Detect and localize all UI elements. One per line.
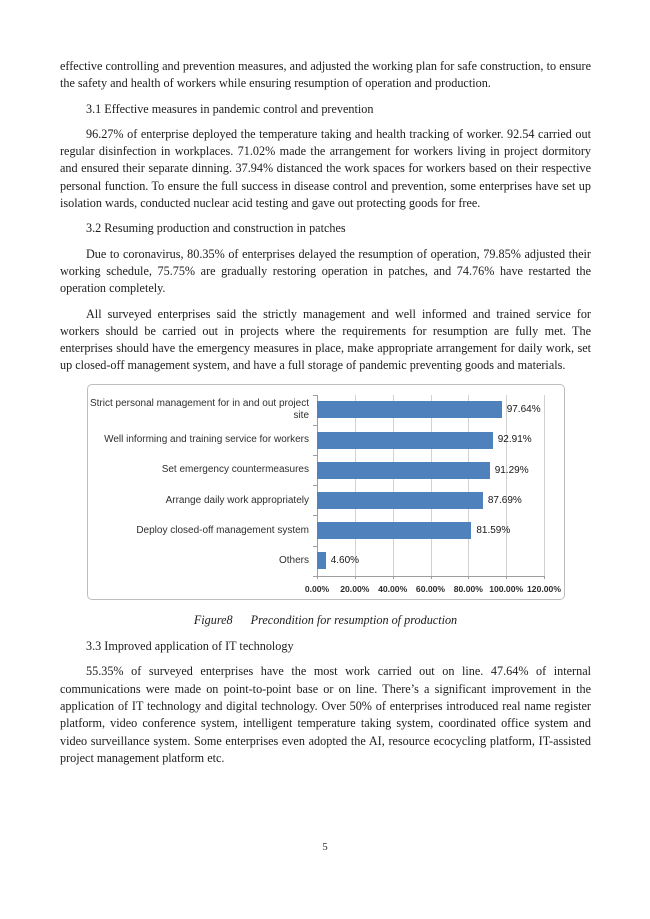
paragraph-3-2-a: Due to coronavirus, 80.35% of enterprises delayed the resumption of operation, 79.85% adjusted their working schedule, 75.75% are gradually restoring operation in patches, and 74.76% have restarted the operation completely. [60,246,591,296]
bar-value-label: 97.64% [506,404,541,416]
chart-row [88,425,544,455]
bar-track [317,395,544,425]
bar-value-label: 4.60% [330,555,360,567]
category-label: Others [278,554,309,566]
page-number: 5 [322,841,328,853]
x-axis-tick [544,576,545,579]
category-label: Arrange daily work appropriately [165,494,309,506]
category-label: Strict personal management for in and out project site [89,398,309,421]
bar [317,552,326,569]
bar-track [317,425,544,455]
x-axis-tick-label: 80.00% [453,583,483,594]
figure-caption-title: Precondition for resumption of production [250,612,458,627]
bar-value-label: 81.59% [476,524,511,536]
bar-value-label: 91.29% [494,464,529,476]
bar-value-label: 92.91% [497,434,532,446]
chart-rows [88,395,544,576]
bar [317,522,471,539]
x-axis-tick-label: 120.00% [527,583,561,594]
chart-row [88,485,544,515]
figure-caption [60,612,591,629]
gridline [544,395,545,576]
paragraph-3-2-b: All surveyed enterprises said the strictly management and well informed and trained service for workers should be carried out in projects where the requirements for resumption are fully met. The enterprises should have the emergency measures in place, make appropriate arrangement for daily work, set up closed-off management system, and have a full storage of pandemic preventing goods and materials. [60,306,591,373]
bar-track [317,546,544,576]
chart-row [88,515,544,545]
bar-track [317,455,544,485]
figure8-bar-chart [87,384,565,600]
x-axis-tick-label: 0.00% [304,583,330,594]
bar [317,432,493,449]
category-label: Deploy closed-off management system [136,524,309,536]
paragraph-3-1: 96.27% of enterprise deployed the temperature taking and health tracking of worker. 92.54 carried out regular disinfection in workplaces. 71.02% made the arrangement for workers living in project dormitory and ensured their separate dinning. 37.94% distanced the work spaces for workers based on their respective personal function. To ensure the full success in disease control and prevention, some enterprises have set up isolation wards, conducted nuclear acid testing and gave out protecting goods for free. [60,126,591,211]
x-axis-tick-label: 40.00% [378,583,408,594]
bar [317,492,483,509]
category-label: Set emergency countermeasures [161,464,309,476]
bar [317,401,502,418]
section-heading-3-3: 3.3 Improved application of IT technology [86,639,294,654]
bar-track [317,485,544,515]
section-heading-3-1: 3.1 Effective measures in pandemic control and prevention [86,101,374,116]
chart-row [88,395,544,425]
x-axis-line [317,576,544,577]
bar-value-label: 87.69% [487,494,522,506]
x-axis-tick-label: 100.00% [489,583,524,594]
chart-row [88,455,544,485]
section-heading-3-2: 3.2 Resuming production and construction in patches [86,221,346,236]
chart-row [88,546,544,576]
figure-caption-number: Figure8 [193,612,233,627]
paragraph-continuation: effective controlling and prevention measures, and adjusted the working plan for safe construction, to ensure the safety and health of workers while ensuring resumption of operation and production. [60,59,591,91]
x-axis-tick-label: 60.00% [415,583,446,594]
x-axis-tick-label: 20.00% [340,583,370,594]
bar [317,462,490,479]
category-label: Well informing and training service for workers [104,434,309,446]
bar-track [317,515,544,545]
chart-x-axis [304,581,561,596]
paragraph-3-3: 55.35% of surveyed enterprises have the most work carried out on line. 47.64% of internal communications were made on point-to-point base or on line. There’s a significant improvement in the application of IT technology and digital technology. Over 50% of enterprises introduced real name register platform, video conference system, intelligent temperature taking system, coordinated office system and video surveillance system. Some enterprises even adopted the AI, resource ecocycling platform, IT-assisted project management platform etc. [60,664,591,765]
